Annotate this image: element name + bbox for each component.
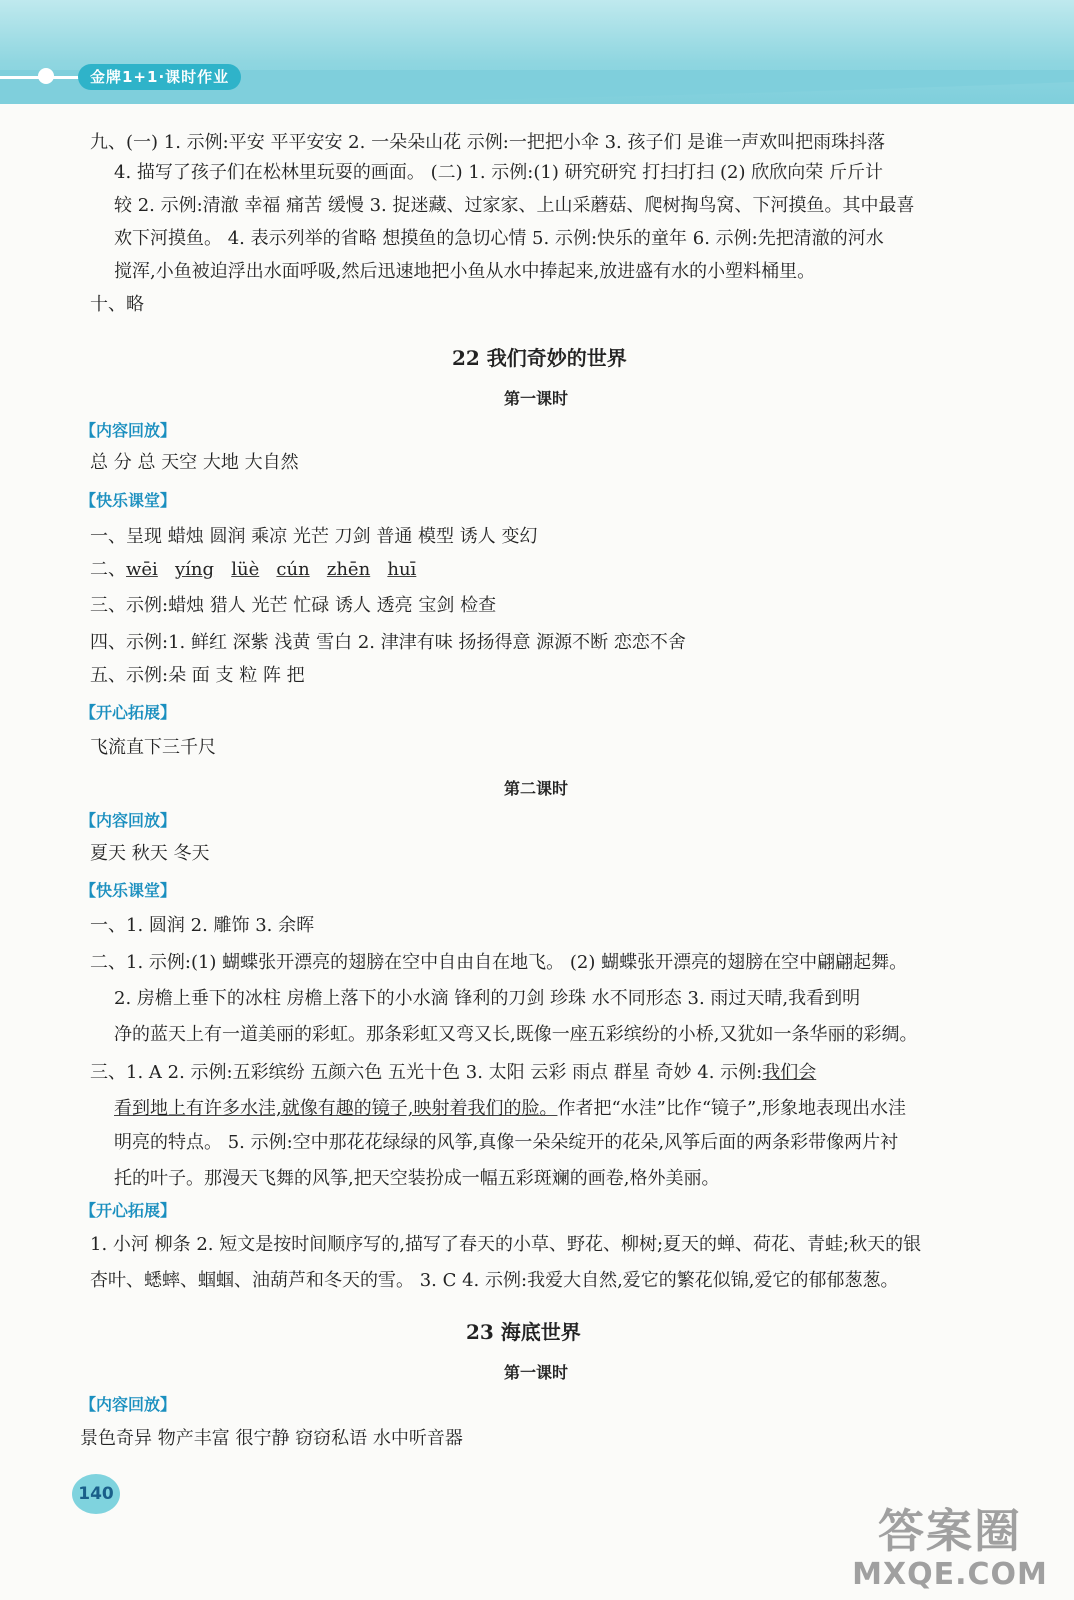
text-line: 三、示例:蜡烛 猎人 光芒 忙碌 诱人 透亮 宝剑 检查 bbox=[90, 595, 497, 616]
section-tag: 【内容回放】 bbox=[80, 1395, 177, 1414]
text-line: 4. 描写了孩子们在松林里玩耍的画面。 (二) 1. 示例:(1) 研究研究 打扫打扫 (2) 欣欣向荣 斤斤计 bbox=[114, 162, 883, 183]
text-line: 四、示例:1. 鲜红 深紫 浅黄 雪白 2. 津津有味 扬扬得意 源源不断 恋恋不舍 bbox=[90, 632, 686, 653]
answer-text: 作者把“水洼”比作“镜子”,形象地表现出水洼 bbox=[557, 1098, 906, 1119]
text-line: 明亮的特点。 5. 示例:空中那花花绿绿的风筝,真像一朵朵绽开的花朵,风筝后面的两条彩带像两片衬 bbox=[114, 1132, 899, 1153]
pinyin-line bbox=[90, 557, 416, 583]
text-line: 九、(一) 1. 示例:平安 平平安安 2. 一朵朵山花 示例:一把把小伞 3. 孩子们 是谁一声欢叫把雨珠抖落 bbox=[90, 132, 886, 153]
pinyin-answer: cún bbox=[276, 559, 310, 580]
text-line bbox=[90, 1060, 816, 1086]
text-line bbox=[114, 1096, 906, 1122]
text-line: 2. 房檐上垂下的冰柱 房檐上落下的小水滴 锋利的刀剑 珍珠 水不同形态 3. 雨过天晴,我看到明 bbox=[114, 988, 861, 1009]
underlined-answer: 看到地上有许多水洼,就像有趣的镜子,映射着我们的脸。 bbox=[114, 1098, 558, 1119]
text-line: 一、1. 圆润 2. 雕饰 3. 余晖 bbox=[90, 915, 315, 936]
series-badge: 金牌1+1·课时作业 bbox=[78, 64, 241, 90]
text-line: 总 分 总 天空 大地 大自然 bbox=[90, 452, 299, 473]
text-line: 欢下河摸鱼。 4. 表示列举的省略 想摸鱼的急切心情 5. 示例:快乐的童年 6. 示例:先把清澈的河水 bbox=[114, 228, 884, 249]
pinyin-answer: yíng bbox=[175, 559, 215, 580]
question-number: 二、 bbox=[90, 559, 126, 580]
underlined-answer: 我们会 bbox=[762, 1062, 817, 1083]
watermark-url: MXQE.COM bbox=[852, 1557, 1048, 1592]
section-title: 第一课时 bbox=[504, 389, 569, 408]
pinyin-answer: zhēn bbox=[326, 559, 371, 580]
text-line: 1. 小河 柳条 2. 短文是按时间顺序写的,描写了春天的小草、野花、柳树;夏天的蝉、荷花、青蛙;秋天的银 bbox=[90, 1234, 922, 1255]
section-tag: 【内容回放】 bbox=[80, 421, 177, 440]
section-title: 第二课时 bbox=[504, 779, 569, 798]
text-line: 飞流直下三千尺 bbox=[90, 737, 216, 758]
pinyin-answer: huī bbox=[387, 559, 417, 580]
page-number: 140 bbox=[72, 1474, 120, 1514]
section-tag: 【内容回放】 bbox=[80, 811, 177, 830]
watermark-title: 答案圈 bbox=[878, 1504, 1022, 1558]
pinyin-answer: wēi bbox=[126, 559, 158, 580]
text-line: 景色奇异 物产丰富 很宁静 窃窃私语 水中听音器 bbox=[80, 1428, 463, 1449]
text-line: 一、呈现 蜡烛 圆润 乘凉 光芒 刀剑 普通 模型 诱人 变幻 bbox=[90, 526, 538, 547]
answer-text: 三、1. A 2. 示例:五彩缤纷 五颜六色 五光十色 3. 太阳 云彩 雨点 群星 奇妙 4. 示例: bbox=[90, 1062, 763, 1083]
section-tag: 【开心拓展】 bbox=[80, 1201, 177, 1220]
pinyin-answer: lüè bbox=[231, 559, 260, 580]
lesson-title: 22 我们奇妙的世界 bbox=[452, 346, 627, 370]
text-line: 托的叶子。那漫天飞舞的风筝,把天空装扮成一幅五彩斑斓的画卷,格外美丽。 bbox=[114, 1168, 720, 1189]
text-line: 较 2. 示例:清澈 幸福 痛苦 缓慢 3. 捉迷藏、过家家、上山采蘑菇、爬树掏鸟窝、下河摸鱼。其中最喜 bbox=[114, 195, 915, 216]
section-tag: 【快乐课堂】 bbox=[80, 881, 177, 900]
lesson-title: 23 海底世界 bbox=[466, 1320, 581, 1344]
header-deco-dot bbox=[38, 68, 54, 84]
text-line: 二、1. 示例:(1) 蝴蝶张开漂亮的翅膀在空中自由自在地飞。 (2) 蝴蝶张开漂亮的翅膀在空中翩翩起舞。 bbox=[90, 952, 908, 973]
section-tag: 【快乐课堂】 bbox=[80, 491, 177, 510]
watermark-logo bbox=[840, 1504, 1060, 1594]
text-line: 杏叶、蟋蟀、蝈蝈、油葫芦和冬天的雪。 3. C 4. 示例:我爱大自然,爱它的繁花似锦,爱它的郁郁葱葱。 bbox=[90, 1270, 899, 1291]
text-line: 五、示例:朵 面 支 粒 阵 把 bbox=[90, 665, 305, 686]
text-line: 搅浑,小鱼被迫浮出水面呼吸,然后迅速地把小鱼从水中捧起来,放进盛有水的小塑料桶里。 bbox=[114, 261, 816, 282]
text-line: 夏天 秋天 冬天 bbox=[90, 843, 210, 864]
text-line: 净的蓝天上有一道美丽的彩虹。那条彩虹又弯又长,既像一座五彩缤纷的小桥,又犹如一条华丽的彩绸。 bbox=[114, 1024, 918, 1045]
section-title: 第一课时 bbox=[504, 1363, 569, 1382]
text-line: 十、略 bbox=[90, 294, 144, 315]
section-tag: 【开心拓展】 bbox=[80, 703, 177, 722]
